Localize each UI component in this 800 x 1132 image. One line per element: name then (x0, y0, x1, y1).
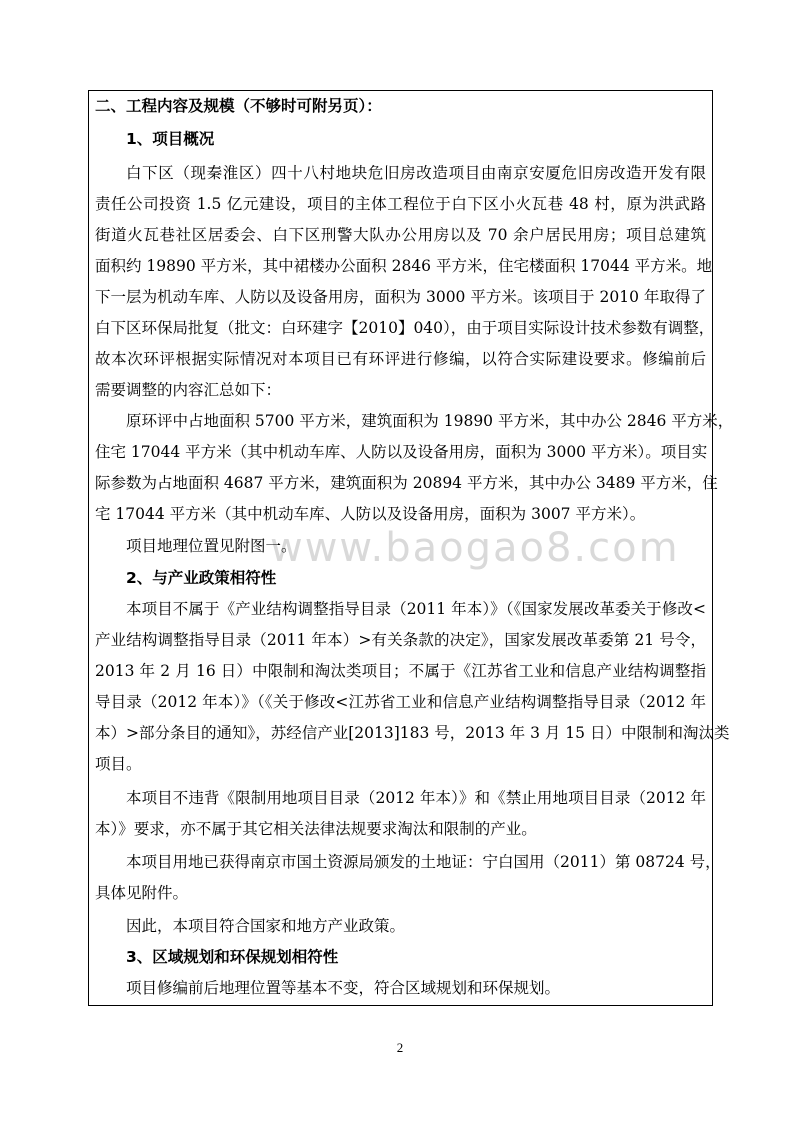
s2-p1-line-2: 产业结构调整指导目录（2011 年本）>有关条款的决定》，国家发展改革委第 21 号令， (95, 631, 706, 649)
s3-p1: 项目修编前后地理位置等基本不变，符合区域规划和环保规划。 (126, 979, 561, 997)
section-heading: 二、工程内容及规模（不够时可附另页）： (95, 97, 382, 115)
s1-p1-line-2: 责任公司投资 1.5 亿元建设，项目的主体工程位于白下区小火瓦巷 48 村，原为洪武路 (95, 195, 706, 213)
s2-p4: 因此，本项目符合国家和地方产业政策。 (126, 917, 406, 935)
s1-p1-line-6: 白下区环保局批复（批文：白环建字【2010】040），由于项目实际设计技术参数有调整， (95, 319, 715, 337)
s1-p1-line-3: 街道火瓦巷社区居委会、白下区刑警大队办公用房以及 70 余户居民用房；项目总建筑 (95, 226, 706, 244)
s1-p3: 项目地理位置见附图一。 (126, 537, 297, 555)
s1-p2-line-4: 宅 17044 平方米（其中机动车库、人防以及设备用房，面积为 3007 平方米）。 (95, 505, 646, 523)
s1-heading: 1、项目概况 (126, 130, 215, 148)
s2-heading: 2、与产业政策相符性 (126, 569, 277, 587)
s2-p2-line-2: 本）》要求，亦不属于其它相关法律法规要求淘汰和限制的产业。 (95, 820, 537, 838)
s2-p2-line-1: 本项目不违背《限制用地项目目录（2012 年本）》和《禁止用地项目目录（2012 年 (126, 789, 706, 807)
page-number: 2 (396, 1040, 404, 1055)
s1-p1-line-1: 白下区（现秦淮区）四十八村地块危旧房改造项目由南京安厦危旧房改造开发有限 (126, 164, 706, 182)
s1-p1-line-5: 下一层为机动车库、人防以及设备用房，面积为 3000 平方米。该项目于 2010 年取得了 (95, 288, 706, 306)
s2-p1-line-3: 2013 年 2 月 16 日）中限制和淘汰类项目；不属于《江苏省工业和信息产业结构调整指 (95, 662, 706, 680)
s2-p1-line-5: 本）>部分条目的通知》，苏经信产业[2013]183 号，2013 年 3 月 15 日）中限制和淘汰类 (95, 724, 730, 742)
s3-heading: 3、区域规划和环保规划相符性 (126, 948, 339, 966)
s1-p1-line-7: 故本次环评根据实际情况对本项目已有环评进行修编，以符合实际建设要求。修编前后 (95, 350, 706, 368)
s1-p2-line-2: 住宅 17044 平方米（其中机动车库、人防以及设备用房，面积为 3000 平方米）。项目实 (95, 443, 708, 461)
s2-p1-line-4: 导目录（2012 年本）》（《关于修改<江苏省工业和信息产业结构调整指导目录（2012 年 (95, 693, 706, 711)
s2-p1-line-6: 项目。 (95, 755, 142, 773)
s2-p3-line-1: 本项目用地已获得南京市国土资源局颁发的土地证：宁白国用（2011）第 08724 号， (126, 853, 721, 871)
s1-p1-line-8: 需要调整的内容汇总如下： (95, 381, 282, 399)
s1-p2-line-3: 际参数为占地面积 4687 平方米，建筑面积为 20894 平方米，其中办公 3489 平方米，住 (95, 474, 718, 492)
s1-p2-line-1: 原环评中占地面积 5700 平方米，建筑面积为 19890 平方米，其中办公 2846 平方米， (126, 412, 734, 430)
s2-p3-line-2: 具体见附件。 (95, 884, 189, 902)
s1-p1-line-4: 面积约 19890 平方米，其中裙楼办公面积 2846 平方米，住宅楼面积 17044 平方米。地 (95, 257, 713, 275)
watermark: www.baogao8.com (270, 525, 680, 571)
s2-p1-line-1: 本项目不属于《产业结构调整指导目录（2011 年本）》（《国家发展改革委关于修改< (126, 600, 706, 618)
